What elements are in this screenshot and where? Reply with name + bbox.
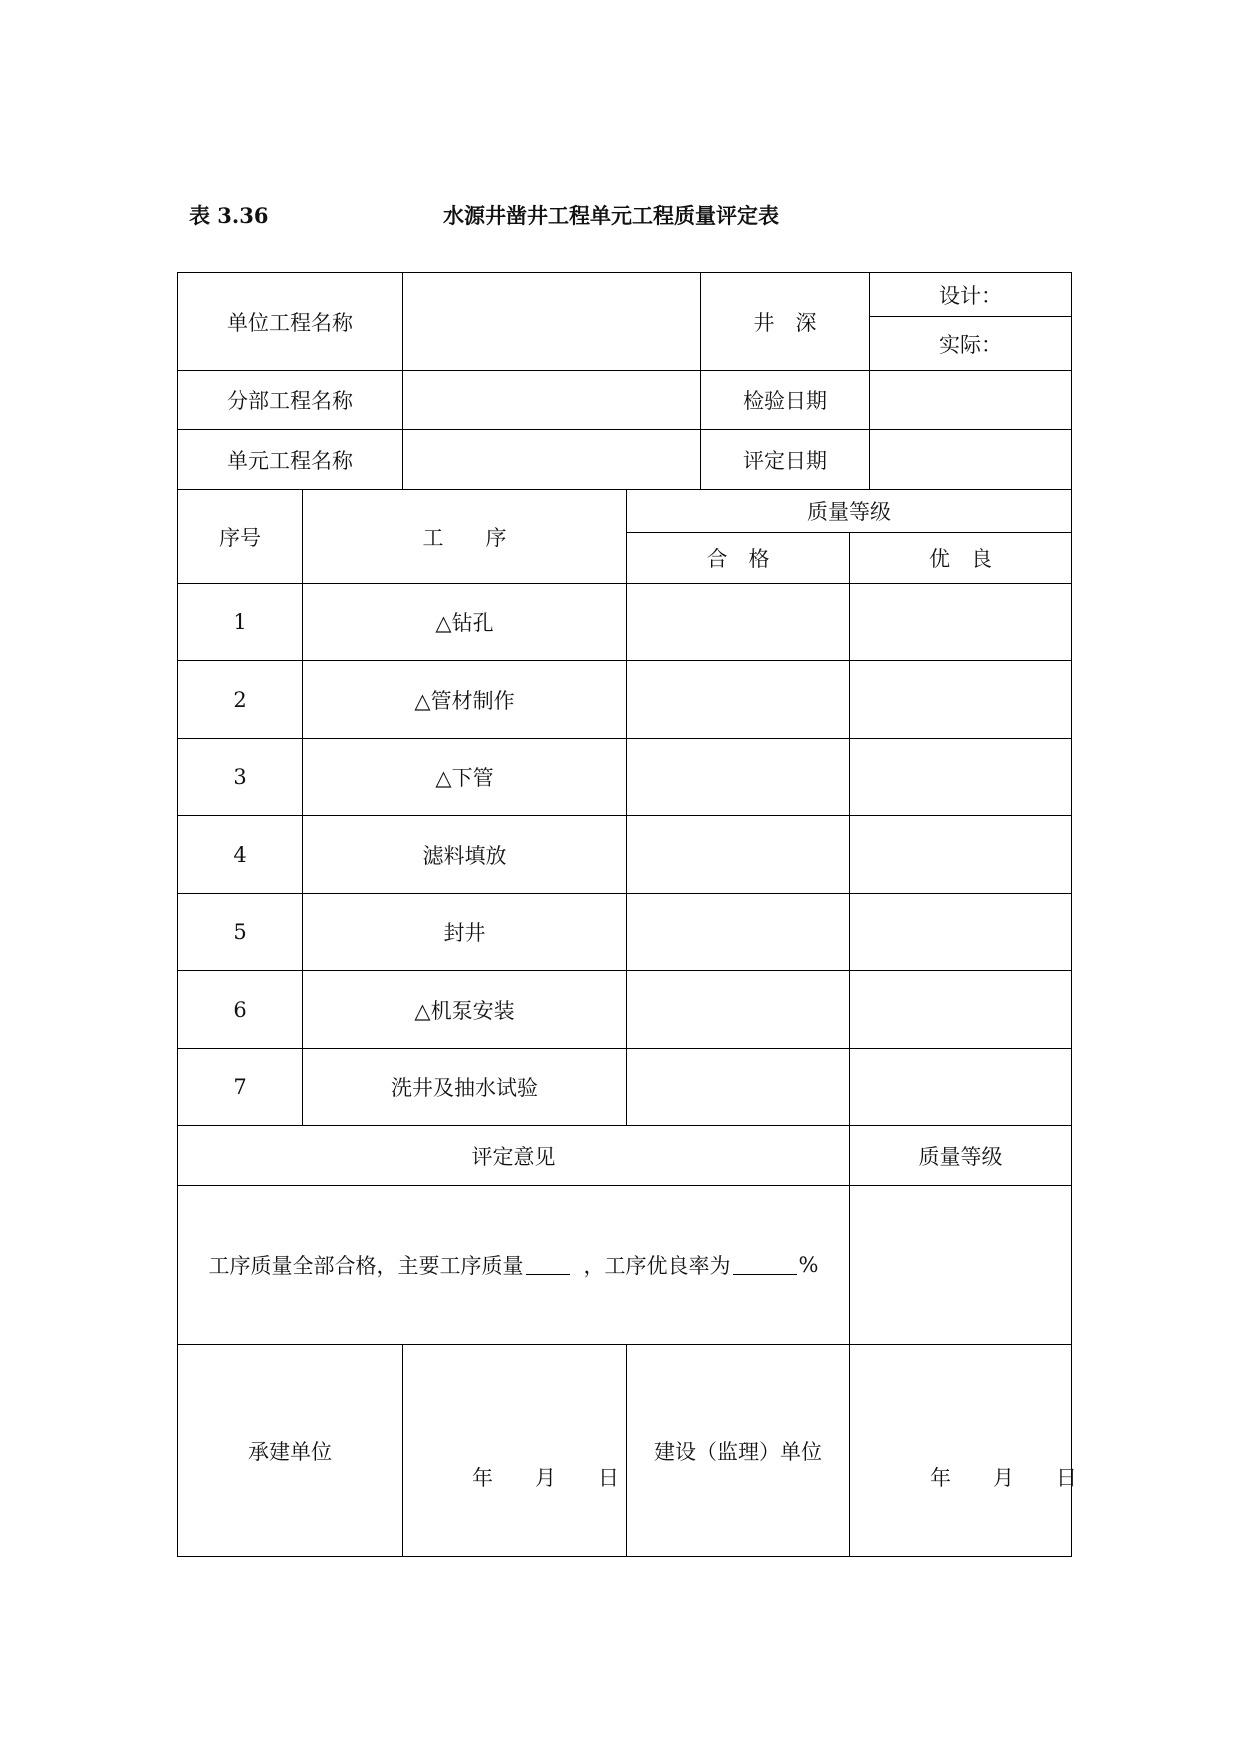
row-seq: 6 [233,997,247,1022]
unit-project-value[interactable] [403,273,700,370]
grade-value-cell[interactable] [850,1186,1071,1344]
opinion-text-part1: 工序质量全部合格，主要工序质量 [208,1254,524,1278]
row-pass-cell[interactable] [627,661,849,738]
row-process: △下管 [435,766,494,790]
row-process: △机泵安装 [414,998,515,1023]
element-project-value[interactable] [403,430,700,489]
opinion-text [178,1186,849,1344]
row-process: 滤料填放 [422,843,507,868]
assessment-date-value[interactable] [870,430,1071,489]
table-number: 表 3.36 [189,203,269,228]
owner-label: 建设（监理）单位 [654,1439,822,1464]
row-excellent-cell[interactable] [850,816,1071,893]
sub-project-value[interactable] [403,371,700,429]
inspection-date-label: 检验日期 [743,389,827,413]
actual-depth-field[interactable] [870,317,1071,370]
design-depth-field[interactable] [870,273,1071,316]
row-seq: 3 [233,765,247,789]
opinion-label: 评定意见 [471,1144,556,1169]
row-excellent-cell[interactable] [850,584,1071,660]
well-depth-label: 井 深 [753,310,817,335]
inspection-date-value[interactable] [870,371,1071,429]
contractor-date[interactable]: 年 月 日 [472,1466,619,1490]
row-seq: 4 [233,842,247,867]
row-pass-cell[interactable] [627,584,849,660]
element-project-label: 单元工程名称 [227,448,353,473]
col-quality-grade-header: 质量等级 [807,500,891,524]
row-process: 封井 [443,921,486,945]
owner-date[interactable]: 年 月 日 [930,1466,1077,1490]
main-process-quality-blank[interactable] [526,1256,570,1275]
grade-label: 质量等级 [918,1144,1003,1169]
row-seq: 7 [233,1075,247,1099]
row-seq: 5 [233,920,247,944]
percent-sign: % [798,1253,819,1277]
row-excellent-cell[interactable] [850,894,1071,970]
row-pass-cell[interactable] [627,971,849,1048]
row-process: △管材制作 [414,688,515,713]
row-process: 洗井及抽水试验 [391,1076,538,1100]
row-excellent-cell[interactable] [850,739,1071,815]
page-title: 水源井凿井工程单元工程质量评定表 [443,203,779,228]
col-pass-header: 合 格 [706,547,770,571]
col-seq-header: 序号 [219,525,261,550]
excellence-rate-blank[interactable] [733,1256,797,1275]
col-excellent-header: 优 良 [929,547,992,571]
opinion-text-part2: ，工序优良率为 [583,1254,731,1278]
col-process-header: 工 序 [422,525,507,550]
row-excellent-cell[interactable] [850,971,1071,1048]
unit-project-label: 单位工程名称 [227,310,353,335]
row-pass-cell[interactable] [627,739,849,815]
row-seq: 2 [233,687,247,712]
row-pass-cell[interactable] [627,1049,849,1125]
row-process: △钻孔 [435,611,494,635]
row-pass-cell[interactable] [627,894,849,970]
row-excellent-cell[interactable] [850,661,1071,738]
assessment-date-label: 评定日期 [743,448,827,473]
row-excellent-cell[interactable] [850,1049,1071,1125]
row-pass-cell[interactable] [627,816,849,893]
actual-label: 实际： [939,332,1002,357]
contractor-label: 承建单位 [248,1439,332,1464]
row-seq: 1 [233,610,247,634]
design-label: 设计： [939,283,1002,308]
sub-project-label: 分部工程名称 [227,389,353,413]
